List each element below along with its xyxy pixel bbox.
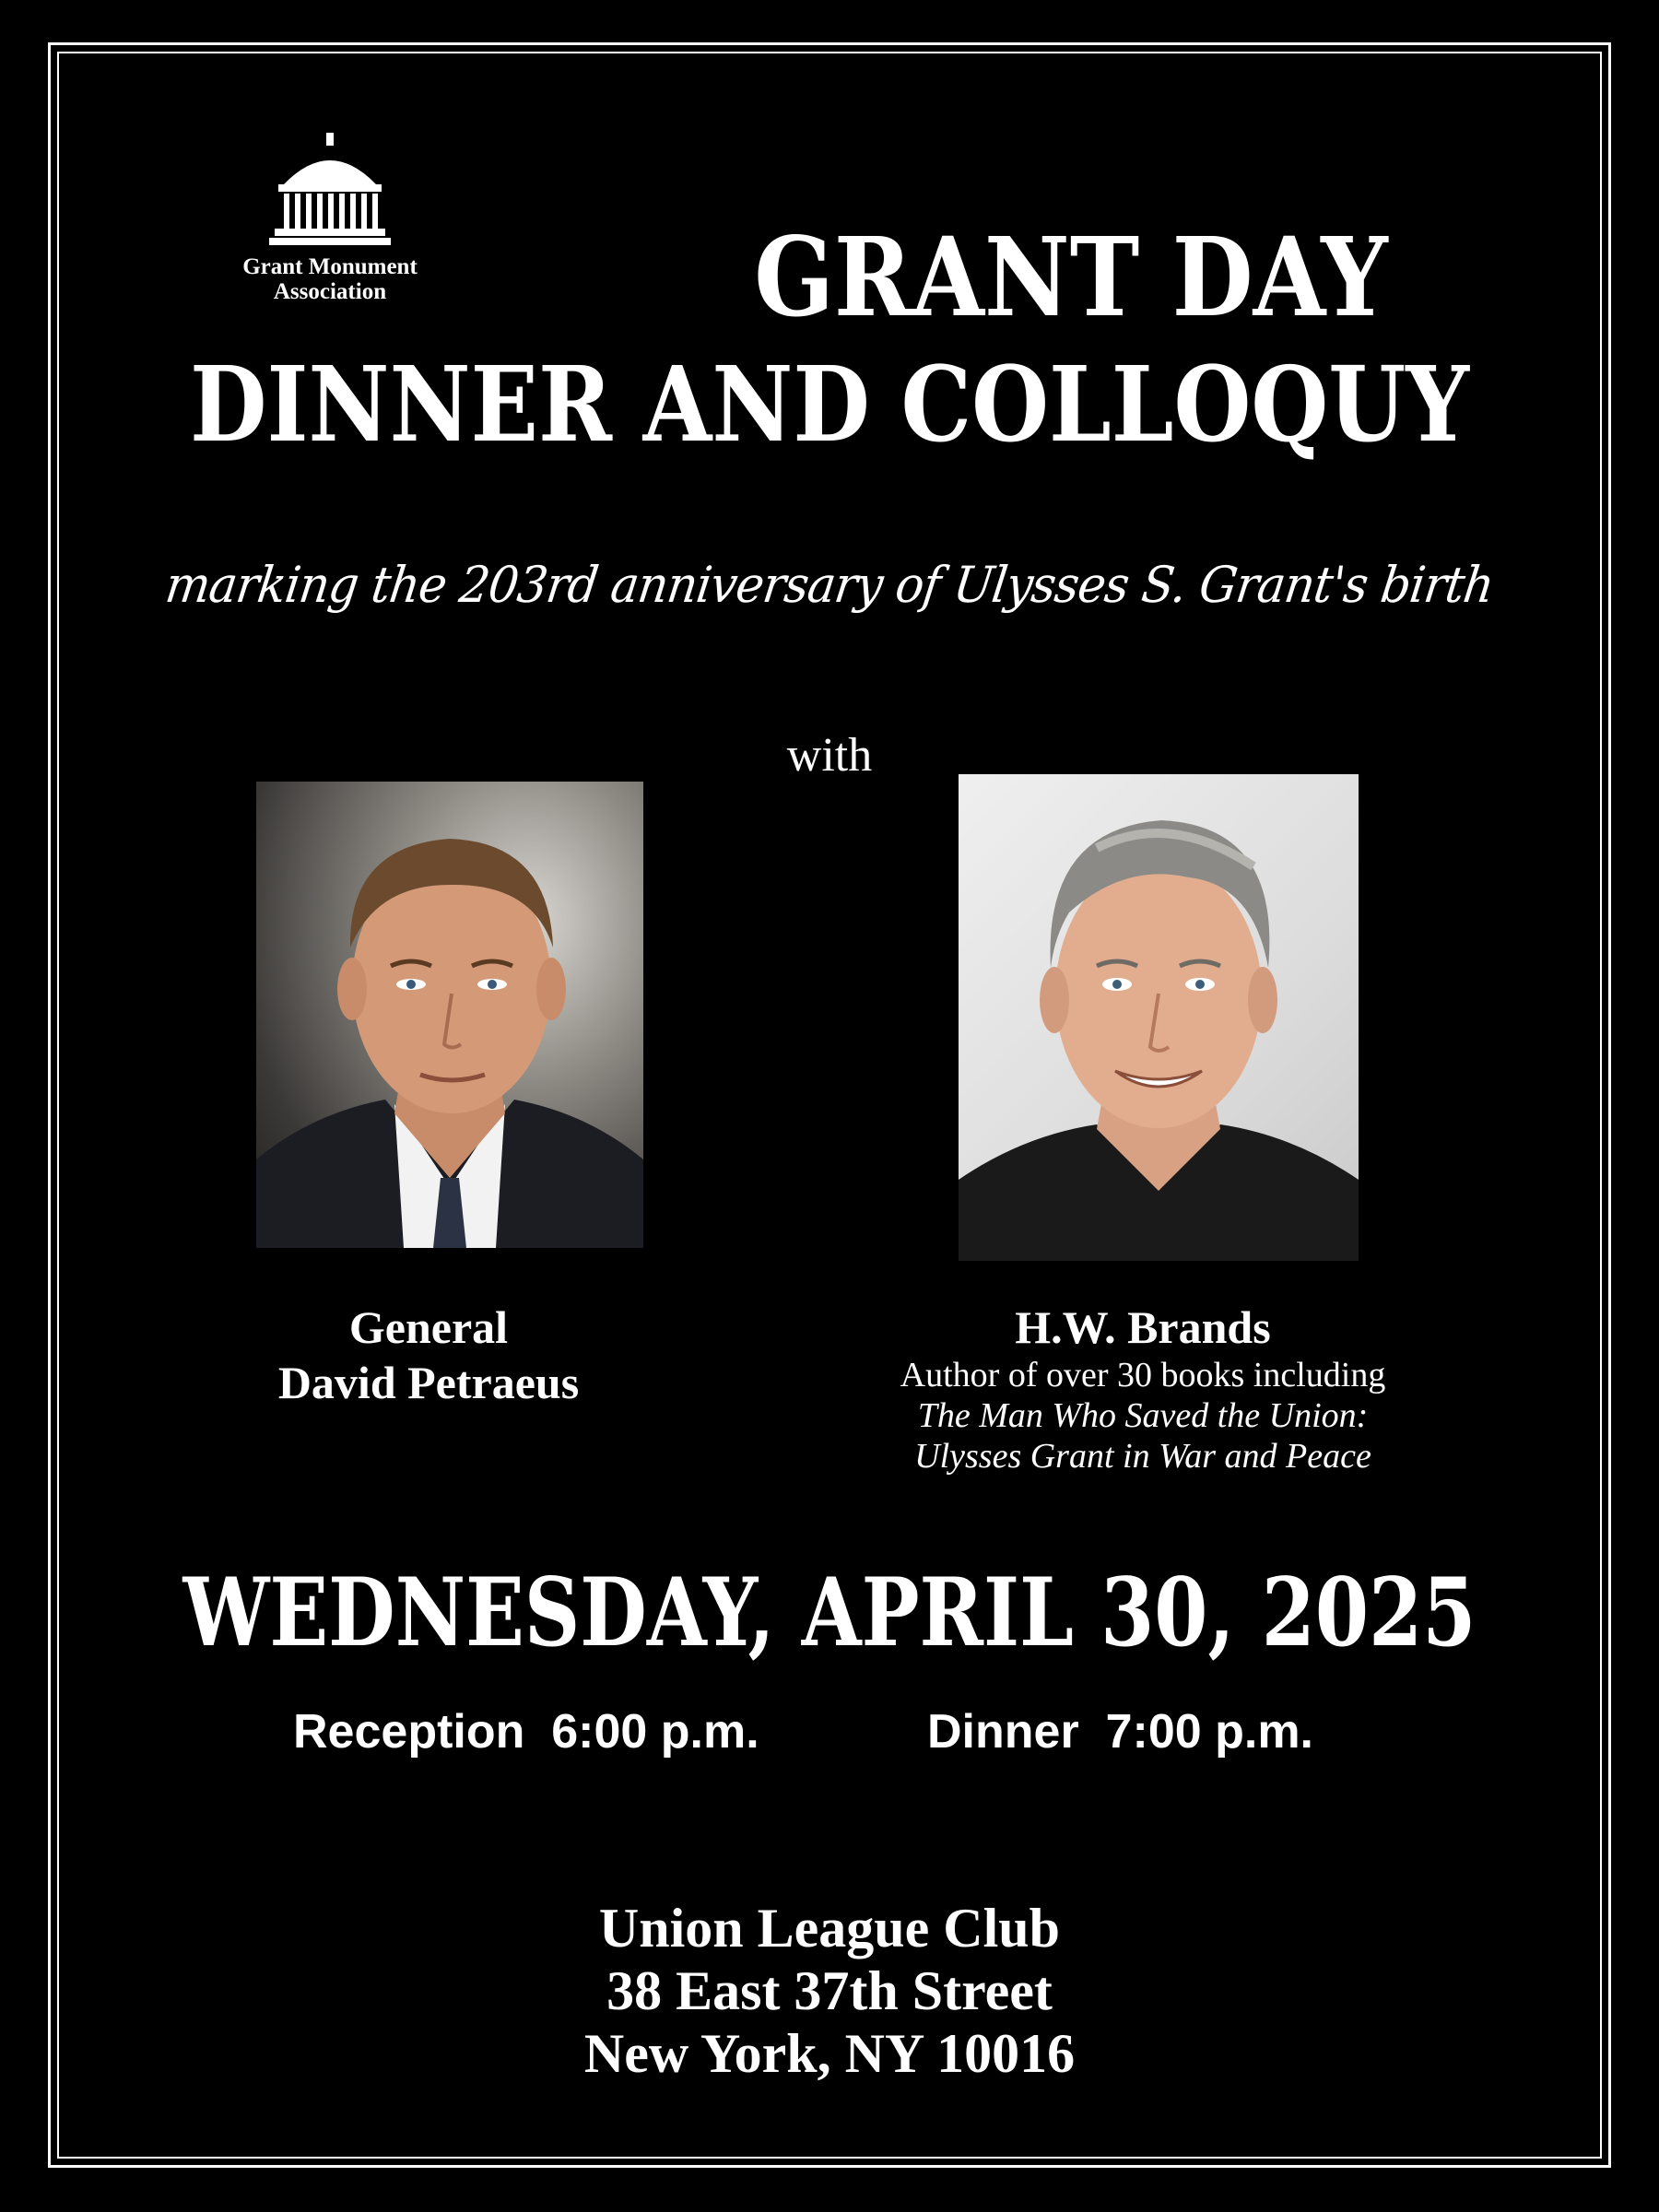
- dinner-time: Dinner 7:00 p.m.: [927, 1705, 1313, 1759]
- title-line-1: GRANT DAY: [754, 213, 1388, 341]
- subtitle: marking the 203rd anniversary of Ulysses S. Grant's birth: [161, 556, 1498, 614]
- event-date: WEDNESDAY, APRIL 30, 2025: [182, 1558, 1477, 1668]
- speaker-name-petraeus: [212, 1300, 645, 1410]
- speaker-photo-brands: [959, 774, 1359, 1261]
- venue-name: Union League Club: [598, 1898, 1061, 1959]
- speaker-title: General: [348, 1301, 509, 1353]
- speaker-photo-petraeus: [256, 782, 643, 1248]
- reception-time: Reception 6:00 p.m.: [293, 1705, 759, 1759]
- title-line-2: DINNER AND COLLOQUY: [189, 345, 1470, 465]
- speaker-name: H.W. Brands: [1015, 1301, 1271, 1353]
- book-title-line-2: Ulysses Grant in War and Peace: [914, 1437, 1371, 1476]
- logo-line-2: Association: [273, 279, 387, 304]
- speaker-name: David Petraeus: [277, 1357, 580, 1408]
- with-label: with: [786, 729, 873, 782]
- venue-street: 38 East 37th Street: [606, 1960, 1053, 2021]
- book-title-line-1: The Man Who Saved the Union:: [917, 1396, 1369, 1435]
- speaker-name-brands: [830, 1300, 1456, 1477]
- logo-line-1: Grant Monument: [242, 254, 418, 279]
- venue-address: [0, 1897, 1659, 2085]
- event-times: [0, 1700, 1659, 1764]
- speaker-bio: Author of over 30 books including: [900, 1356, 1386, 1394]
- venue-city: New York, NY 10016: [583, 2023, 1076, 2084]
